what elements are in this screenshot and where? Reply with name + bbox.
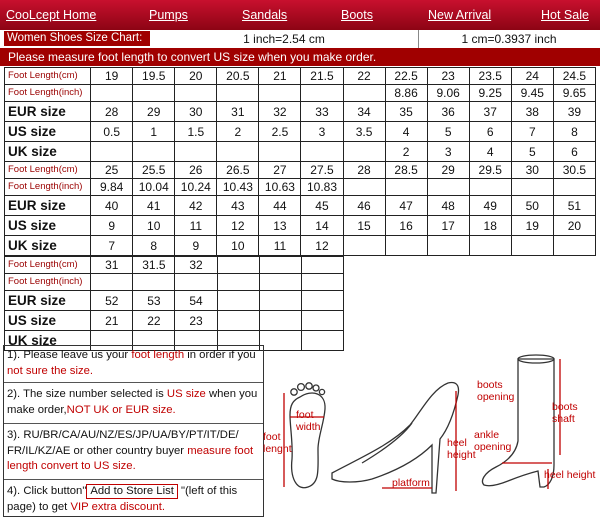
top-nav	[0, 0, 600, 30]
ankle-opening-label: ankle opening	[474, 429, 512, 453]
size-cell	[217, 274, 259, 291]
size-cell: 23	[175, 311, 217, 331]
size-cell	[469, 236, 511, 256]
foot-length-label: foot lenght	[263, 431, 292, 455]
size-cell	[427, 179, 469, 196]
size-chart-title: Women Shoes Size Chart:	[4, 31, 150, 46]
size-cell: 46	[343, 196, 385, 216]
size-cell: 10.04	[133, 179, 175, 196]
size-cell: 0.5	[91, 122, 133, 142]
row-label: Foot Length(inch)	[5, 85, 91, 102]
size-cell	[91, 142, 133, 162]
size-cell: 8.86	[385, 85, 427, 102]
row-label: UK size	[5, 236, 91, 256]
size-cell: 19.5	[133, 68, 175, 85]
size-cell: 28	[343, 162, 385, 179]
size-cell: 49	[469, 196, 511, 216]
size-cell: 5	[511, 142, 553, 162]
boots-opening-label: boots opening	[477, 379, 515, 403]
size-row-eur	[5, 196, 596, 216]
size-cell: 16	[385, 216, 427, 236]
size-cell: 51	[553, 196, 595, 216]
size-cell: 18	[469, 216, 511, 236]
size-row-eur	[5, 102, 596, 122]
size-table-3	[4, 256, 344, 351]
size-row-cm	[5, 68, 596, 85]
size-cell: 37	[469, 102, 511, 122]
size-cell: 42	[175, 196, 217, 216]
size-cell	[301, 257, 343, 274]
size-cell: 20	[175, 68, 217, 85]
size-cell: 15	[343, 216, 385, 236]
size-cell: 8	[133, 236, 175, 256]
nav-boots-link[interactable]: Boots	[341, 8, 373, 22]
size-cell: 11	[175, 216, 217, 236]
size-cell: 50	[511, 196, 553, 216]
size-cell: 13	[259, 216, 301, 236]
size-cell: 47	[385, 196, 427, 216]
size-cell	[133, 142, 175, 162]
size-row-inch	[5, 274, 344, 291]
size-row-uk	[5, 142, 596, 162]
measure-notice: Please measure foot length to convert US size when you make order.	[0, 48, 600, 66]
size-cell	[259, 142, 301, 162]
size-cell: 20	[553, 216, 595, 236]
size-row-uk	[5, 236, 596, 256]
size-cell: 3.5	[343, 122, 385, 142]
measurement-diagram	[262, 345, 600, 515]
size-cell: 21	[91, 311, 133, 331]
size-cell: 4	[385, 122, 427, 142]
size-cell: 31	[91, 257, 133, 274]
row-label: Foot Length(cm)	[5, 68, 91, 85]
row-label: Foot Length(inch)	[5, 274, 91, 291]
toe	[291, 389, 297, 395]
row-label: UK size	[5, 331, 91, 351]
size-cell: 45	[301, 196, 343, 216]
size-cell: 44	[259, 196, 301, 216]
size-cell	[259, 311, 301, 331]
size-cell: 1.5	[175, 122, 217, 142]
size-cell: 12	[301, 236, 343, 256]
size-cell	[385, 236, 427, 256]
size-cell: 10.83	[301, 179, 343, 196]
nav-hot-sale-link[interactable]: Hot Sale	[541, 8, 589, 22]
size-cell: 53	[133, 291, 175, 311]
size-cell	[217, 311, 259, 331]
size-row-inch	[5, 85, 596, 102]
size-cell: 26	[175, 162, 217, 179]
order-info-box	[3, 345, 264, 517]
size-cell: 9.06	[427, 85, 469, 102]
size-cell: 31	[217, 102, 259, 122]
size-cell: 19	[91, 68, 133, 85]
size-row-eur	[5, 291, 344, 311]
size-cell: 9	[175, 236, 217, 256]
boot-heel-height-label: heel height	[544, 469, 596, 481]
platform-label: platform	[392, 477, 430, 489]
size-cell: 38	[511, 102, 553, 122]
size-cell: 27.5	[301, 162, 343, 179]
size-cell: 9.45	[511, 85, 553, 102]
size-cell: 21	[259, 68, 301, 85]
row-label: US size	[5, 122, 91, 142]
size-cell: 48	[427, 196, 469, 216]
size-cell: 10.24	[175, 179, 217, 196]
size-cell: 31.5	[133, 257, 175, 274]
size-cell	[259, 85, 301, 102]
size-chart-header	[0, 30, 600, 49]
size-cell	[217, 257, 259, 274]
size-cell: 10.43	[217, 179, 259, 196]
size-cell: 30	[511, 162, 553, 179]
size-cell: 14	[301, 216, 343, 236]
size-cell	[469, 179, 511, 196]
size-cell	[301, 142, 343, 162]
info-item-4: 4). Click button" Add to Store List "(left of this page) to get VIP extra discount.	[7, 485, 238, 513]
size-cell: 22	[133, 311, 175, 331]
size-cell	[511, 179, 553, 196]
size-cell	[511, 236, 553, 256]
foot-width-label: foot width	[296, 409, 321, 433]
nav-new-arrival-link[interactable]: New Arrival	[428, 8, 492, 22]
size-cell: 24	[511, 68, 553, 85]
toe	[306, 383, 312, 389]
size-cell: 40	[91, 196, 133, 216]
size-cell	[343, 85, 385, 102]
size-cell: 8	[553, 122, 595, 142]
info-divider	[4, 479, 263, 480]
size-table-2	[4, 161, 596, 256]
size-cell	[343, 142, 385, 162]
size-cell: 4	[469, 142, 511, 162]
size-row-us	[5, 216, 596, 236]
row-label: UK size	[5, 142, 91, 162]
size-cell	[301, 311, 343, 331]
size-cell: 10.63	[259, 179, 301, 196]
size-cell: 2	[217, 122, 259, 142]
size-cell	[427, 236, 469, 256]
size-cell: 39	[553, 102, 595, 122]
size-cell: 3	[427, 142, 469, 162]
info-item-3: 3). RU/BR/CA/AU/NZ/ES/JP/UA/BY/PT/IT/DE/ FR/IL/KZ/AE or other country buyer measure foot length convert to US size.	[7, 429, 254, 472]
foot-outline	[290, 393, 325, 488]
size-cell: 2.5	[259, 122, 301, 142]
size-cell	[301, 85, 343, 102]
size-cell: 9.25	[469, 85, 511, 102]
size-cell	[259, 274, 301, 291]
size-cell: 22.5	[385, 68, 427, 85]
info-divider	[4, 423, 263, 424]
size-cell: 9	[91, 216, 133, 236]
size-cell: 28	[91, 102, 133, 122]
size-cell: 34	[343, 102, 385, 122]
size-cell: 3	[301, 122, 343, 142]
size-cell	[259, 257, 301, 274]
size-cell: 24.5	[553, 68, 595, 85]
size-cell: 6	[553, 142, 595, 162]
inch-to-cm: 1 inch=2.54 cm	[243, 32, 325, 46]
boots-shaft-label: boots shaft	[552, 401, 578, 425]
size-cell: 10	[217, 236, 259, 256]
size-cell: 6	[469, 122, 511, 142]
heel-height-label: heel height	[447, 437, 476, 461]
size-cell: 29	[133, 102, 175, 122]
size-cell: 17	[427, 216, 469, 236]
size-row-us	[5, 122, 596, 142]
size-cell	[343, 179, 385, 196]
size-cell: 36	[427, 102, 469, 122]
info-item-1: 1). Please leave us your foot length in order if you not sure the size.	[7, 349, 256, 377]
size-cell: 26.5	[217, 162, 259, 179]
size-table-1	[4, 67, 596, 162]
size-cell: 30.5	[553, 162, 595, 179]
row-label: US size	[5, 311, 91, 331]
size-cell	[217, 142, 259, 162]
size-cell: 25.5	[133, 162, 175, 179]
size-cell: 22	[343, 68, 385, 85]
size-cell	[301, 291, 343, 311]
size-cell	[385, 179, 427, 196]
nav-home-link[interactable]: CooLcept Home	[6, 8, 97, 22]
size-cell: 33	[301, 102, 343, 122]
size-cell	[175, 142, 217, 162]
size-cell: 9.65	[553, 85, 595, 102]
size-cell	[133, 274, 175, 291]
info-item-2: 2). The size number selected is US size when you make order,NOT UK or EUR size.	[7, 388, 258, 416]
size-cell: 20.5	[217, 68, 259, 85]
size-cell: 52	[91, 291, 133, 311]
size-cell	[217, 291, 259, 311]
row-label: Foot Length(inch)	[5, 179, 91, 196]
nav-sandals-link[interactable]: Sandals	[242, 8, 288, 22]
size-cell: 23	[427, 68, 469, 85]
size-cell: 43	[217, 196, 259, 216]
toe	[298, 384, 305, 391]
size-cell: 23.5	[469, 68, 511, 85]
size-cell: 27	[259, 162, 301, 179]
size-cell	[343, 236, 385, 256]
info-divider	[4, 382, 263, 383]
nav-pumps-link[interactable]: Pumps	[149, 8, 188, 22]
size-cell: 54	[175, 291, 217, 311]
size-cell: 35	[385, 102, 427, 122]
row-label: Foot Length(cm)	[5, 162, 91, 179]
row-label: US size	[5, 216, 91, 236]
size-cell: 19	[511, 216, 553, 236]
size-cell	[175, 274, 217, 291]
size-cell	[175, 85, 217, 102]
size-cell: 32	[259, 102, 301, 122]
size-row-cm	[5, 162, 596, 179]
size-cell	[133, 85, 175, 102]
size-cell	[91, 85, 133, 102]
size-cell	[553, 236, 595, 256]
size-row-cm	[5, 257, 344, 274]
size-cell: 41	[133, 196, 175, 216]
size-cell: 7	[511, 122, 553, 142]
size-cell: 21.5	[301, 68, 343, 85]
size-cell: 32	[175, 257, 217, 274]
size-cell	[91, 274, 133, 291]
toe	[319, 389, 324, 394]
size-cell: 29.5	[469, 162, 511, 179]
row-label: Foot Length(cm)	[5, 257, 91, 274]
size-cell: 11	[259, 236, 301, 256]
cm-to-inch: 1 cm=0.3937 inch	[461, 32, 557, 46]
size-cell: 2	[385, 142, 427, 162]
row-label: EUR size	[5, 291, 91, 311]
row-label: EUR size	[5, 196, 91, 216]
size-row-us	[5, 311, 344, 331]
size-cell: 9.84	[91, 179, 133, 196]
size-cell: 7	[91, 236, 133, 256]
size-cell: 5	[427, 122, 469, 142]
row-label: EUR size	[5, 102, 91, 122]
size-cell: 12	[217, 216, 259, 236]
size-cell: 30	[175, 102, 217, 122]
size-cell: 29	[427, 162, 469, 179]
size-cell	[301, 274, 343, 291]
size-cell: 28.5	[385, 162, 427, 179]
size-cell: 1	[133, 122, 175, 142]
size-cell: 10	[133, 216, 175, 236]
toe	[313, 385, 319, 391]
size-cell: 25	[91, 162, 133, 179]
size-cell	[259, 291, 301, 311]
size-row-inch	[5, 179, 596, 196]
size-cell	[553, 179, 595, 196]
add-to-store-list-button[interactable]: Add to Store List	[86, 484, 178, 499]
size-cell	[217, 85, 259, 102]
